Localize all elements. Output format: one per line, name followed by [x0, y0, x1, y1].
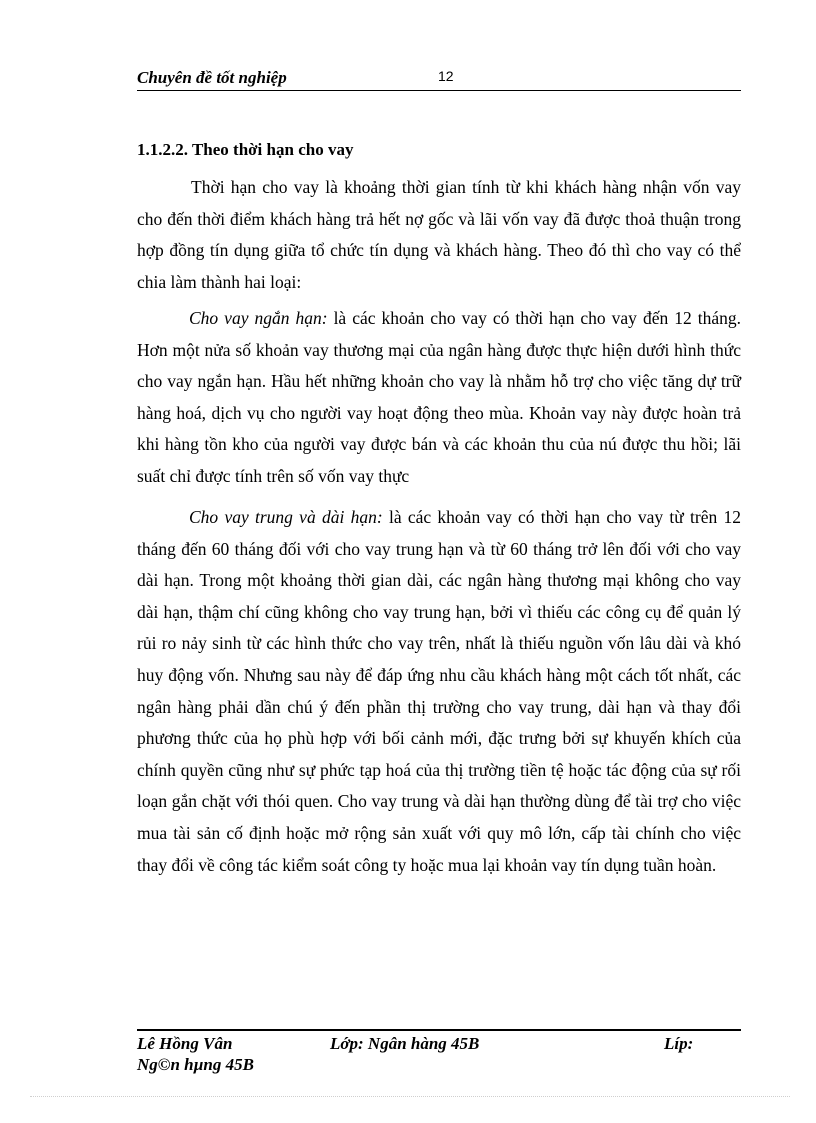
footer-lop: Líp:	[664, 1034, 694, 1053]
short-term-label: Cho vay ngắn hạn:	[189, 308, 328, 328]
footer-class: Lớp: Ngân hàng 45B	[330, 1034, 480, 1053]
footer-author-line2: Ng©n hµng 45B	[137, 1055, 254, 1074]
paragraph-short-term	[137, 303, 741, 493]
footer-author: Lê Hồng Vân	[137, 1034, 233, 1053]
footer-divider	[137, 1029, 741, 1031]
page-bottom-edge	[30, 1096, 790, 1097]
page-number: 12	[438, 68, 454, 84]
short-term-text: là các khoản cho vay có thời hạn cho vay đến 12 tháng. Hơn một nửa số khoản vay thương mại của ngân hàng được thực hiện dưới hình thức cho vay ngắn hạn. Hầu hết những khoản cho vay là nhằm hỗ trợ cho việc tăng dự trữ hàng hoá, dịch vụ cho người vay hoạt động theo mùa. Khoản vay này được hoàn trả khi hàng tồn kho của người vay được bán và các khoản thu của nú được thu hồi; lãi suất chỉ được tính trên số vốn vay thực	[137, 308, 741, 486]
paragraph-intro: Thời hạn cho vay là khoảng thời gian tính từ khi khách hàng nhận vốn vay cho đến thời điểm khách hàng trả hết nợ gốc và lãi vốn vay đã được thoả thuận trong hợp đồng tín dụng giữa tổ chức tín dụng và khách hàng. Theo đó thì cho vay có thể chia làm thành hai loại:	[137, 177, 741, 292]
long-term-label: Cho vay trung và dài hạn:	[189, 507, 383, 527]
page-header	[137, 66, 741, 91]
section-heading: 1.1.2.2. Theo thời hạn cho vay	[137, 140, 354, 159]
paragraph-long-term	[137, 502, 741, 881]
document-title: Chuyên đề tốt nghiệp	[137, 68, 287, 87]
long-term-text: là các khoản vay có thời hạn cho vay từ trên 12 tháng đến 60 tháng đối với cho vay trung hạn và từ 60 tháng trở lên đối với cho vay dài hạn. Trong một khoảng thời gian dài, các ngân hàng thương mại không cho vay dài hạn, thậm chí cũng không cho vay trung hạn, bởi vì thiếu các công cụ để quản lý rủi ro nảy sinh từ các hình thức cho vay trên, nhất là thiếu nguồn vốn lâu dài và khó huy động vốn. Nhưng sau này để đáp ứng nhu cầu khách hàng một cách tốt nhất, các ngân hàng phải dần chú ý đến phần thị trường cho vay trung, dài hạn và thay đổi phương thức của họ phù hợp với bối cảnh mới, đặc trưng bởi sự khuyến khích của chính quyền cũng như sự phức tạp hoá của thị trường tiền tệ hoặc tác động của sự rối loạn gắn chặt với thói quen. Cho vay trung và dài hạn thường dùng để tài trợ cho việc mua tài sản cố định hoặc mở rộng sản xuất với quy mô lớn, cấp tài chính cho việc thay đổi về công tác kiểm soát công ty hoặc mua lại khoản vay tín dụng tuần hoàn.	[137, 507, 741, 875]
